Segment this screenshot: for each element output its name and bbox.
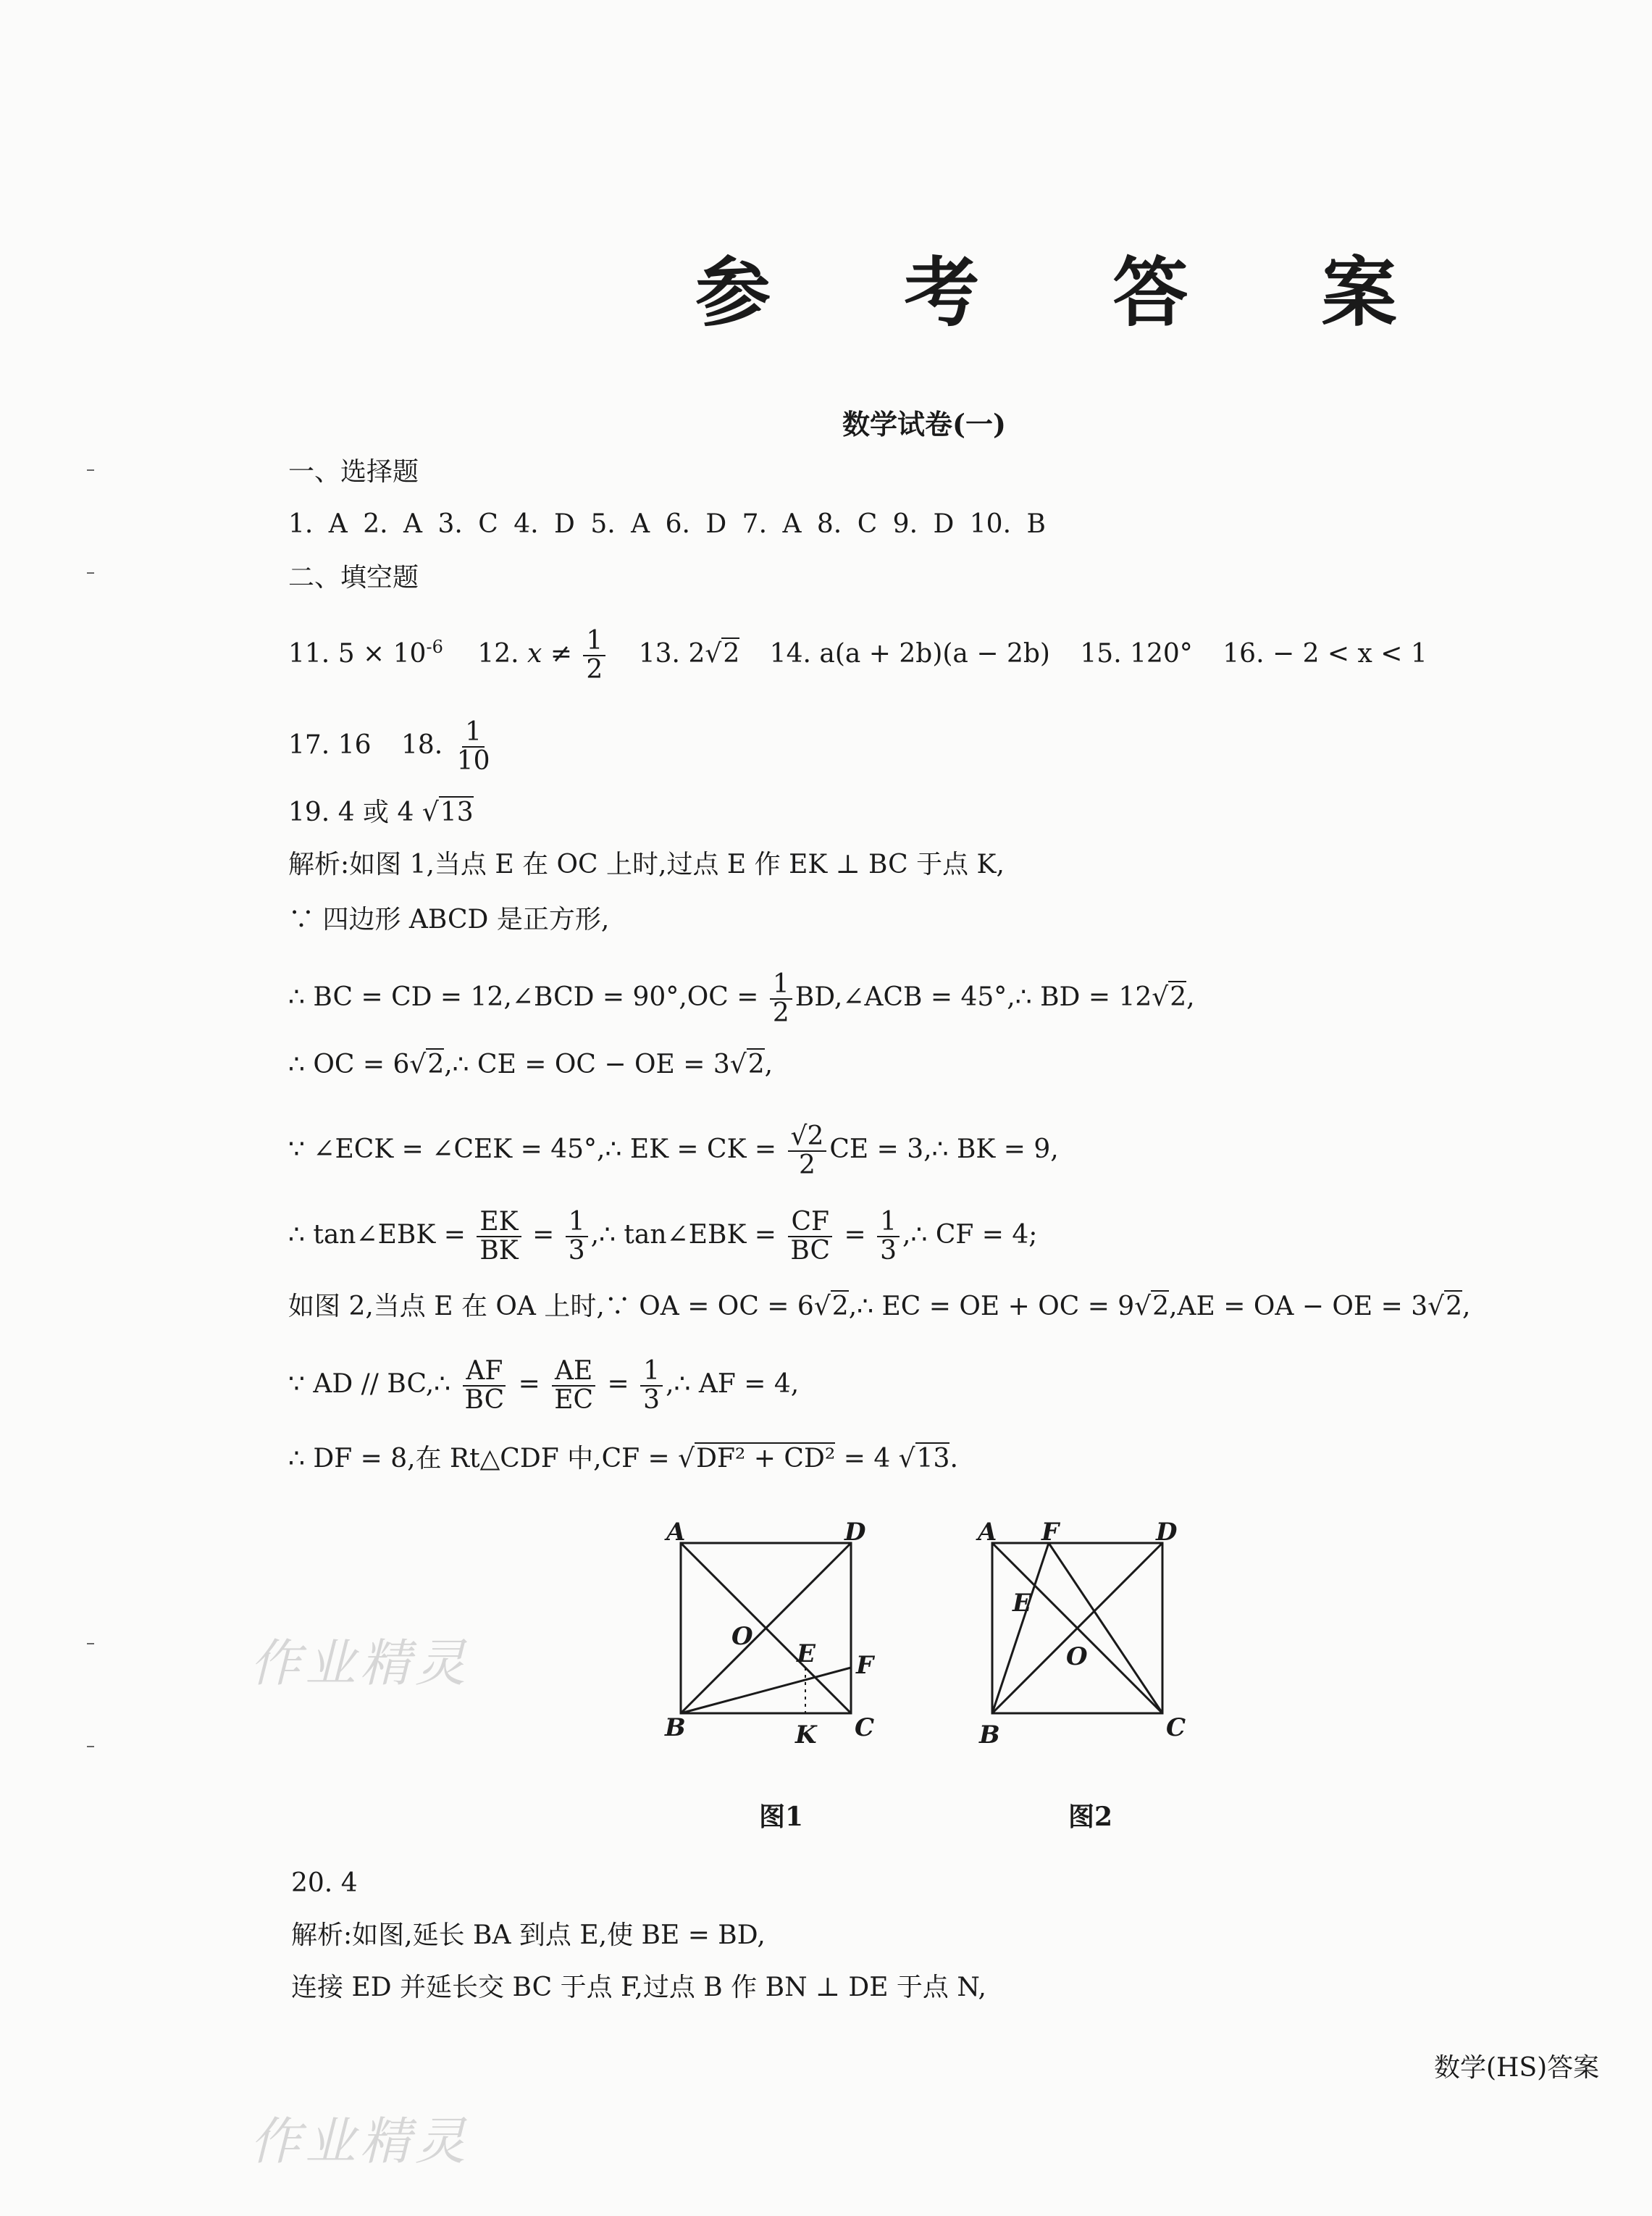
fig2-label-e: E	[1012, 1589, 1031, 1618]
section-fill-heading: 二、填空题	[288, 563, 419, 593]
sol19-line1: 解析:如图 1,当点 E 在 OC 上时,过点 E 作 EK ⊥ BC 于点 K,	[288, 850, 1005, 879]
margin-mark	[87, 572, 94, 574]
fig2-label-o: O	[1066, 1642, 1088, 1671]
q18-answer: 18. $\frac{1}{10}$	[401, 717, 490, 776]
fill-answers-row1	[288, 627, 1427, 684]
fig1-label-a: A	[666, 1518, 686, 1547]
margin-mark	[87, 1643, 94, 1644]
sol19-line2: ∵ 四边形 ABCD 是正方形,	[288, 905, 610, 935]
sol19-line7: 如图 2,当点 E 在 OA 上时,∵ OA = OC = 6√2,∴ EC = OE + OC = 9√2,AE = OA − OE = 3√2,	[288, 1292, 1471, 1321]
margin-mark	[87, 469, 94, 471]
fig1-label-b: B	[665, 1713, 686, 1742]
sol19-line4: ∴ OC = 6√2,∴ CE = OC − OE = 3√2,	[288, 1050, 773, 1079]
sol19-line3: ∴ BC = CD = 12,∠BCD = 90°,OC = $\frac{1}{2}$ BD,∠ACB = 45°,∴ BD = 12√2,	[288, 969, 1195, 1028]
sol19-line6: ∴ tan∠EBK = $\frac{EK}{BK}$ = $\frac{1}{3}$ ,∴ tan∠EBK = $\frac{CF}{BC}$ = $\frac{1}{3}$ ,∴ CF = 4;	[288, 1207, 1038, 1266]
fig1-label-o: O	[731, 1622, 753, 1651]
fig1-label-k: K	[795, 1720, 817, 1749]
watermark-1: 作业精灵	[250, 1634, 470, 1693]
sol20-line1: 解析:如图,延长 BA 到点 E,使 BE = BD,	[291, 1920, 766, 1950]
fig1-label-c: C	[855, 1713, 875, 1742]
q12-answer: 12. x ≠ $\frac{1}{2}$	[477, 639, 608, 669]
q19-answer: 19. 4 或 4 √13	[288, 798, 474, 827]
fig2-label-a: A	[978, 1518, 997, 1547]
page-subtitle: 数学试卷(一)	[842, 408, 1006, 440]
q15-answer: 15. 120°	[1080, 638, 1193, 669]
fig2-label-b: B	[979, 1720, 1000, 1749]
q13-answer: 13. 2√2	[638, 638, 740, 669]
figure-1-caption: 图1	[759, 1802, 804, 1832]
fig1-label-d: D	[844, 1518, 866, 1547]
q17-answer: 17. 16	[288, 729, 372, 760]
fig2-segment-fc	[1049, 1543, 1162, 1713]
figure-2-diagram	[963, 1514, 1209, 1768]
fig2-segment-bf	[992, 1543, 1049, 1713]
fill-answers-row2	[288, 719, 495, 775]
sol20-line2: 连接 ED 并延长交 BC 于点 F,过点 B 作 BN ⊥ DE 于点 N,	[291, 1973, 986, 2002]
fig2-label-f: F	[1041, 1518, 1060, 1547]
q14-answer: 14. a(a + 2b)(a − 2b)	[769, 638, 1050, 669]
fig2-label-c: C	[1166, 1713, 1186, 1742]
figure-1-diagram	[652, 1514, 898, 1768]
section-choice-heading: 一、选择题	[288, 457, 419, 487]
fig1-segment-bf	[681, 1668, 851, 1713]
watermark-2: 作业精灵	[250, 2112, 470, 2171]
page-title: 参 考 答 案	[695, 248, 1451, 337]
sol19-line5: ∵ ∠ECK = ∠CEK = 45°,∴ EK = CK = $\frac{√2}{2}$ CE = 3,∴ BK = 9,	[288, 1121, 1059, 1180]
choice-answers: 1. A 2. A 3. C 4. D 5. A 6. D 7. A 8. C 9. D 10. B	[288, 509, 1046, 539]
q11-answer: 11. $5 \times 10^{-6}$	[288, 636, 443, 669]
fig1-label-f: F	[856, 1651, 874, 1680]
sol19-line9: ∴ DF = 8,在 Rt△CDF 中,CF = √DF² + CD² = 4 √13.	[288, 1444, 958, 1473]
fig2-label-d: D	[1156, 1518, 1178, 1547]
margin-mark	[87, 1746, 94, 1747]
q20-answer: 20. 4	[291, 1868, 358, 1898]
q16-answer: 16. − 2 < x < 1	[1223, 638, 1427, 669]
footer-label: 数学(HS)答案	[1434, 2053, 1600, 2083]
figure-2-caption: 图2	[1068, 1802, 1113, 1832]
fig1-label-e: E	[797, 1639, 815, 1668]
sol19-line8: ∵ AD // BC,∴ $\frac{AF}{BC}$ = $\frac{AE}{EC}$ = $\frac{1}{3}$ ,∴ AF = 4,	[288, 1356, 800, 1415]
